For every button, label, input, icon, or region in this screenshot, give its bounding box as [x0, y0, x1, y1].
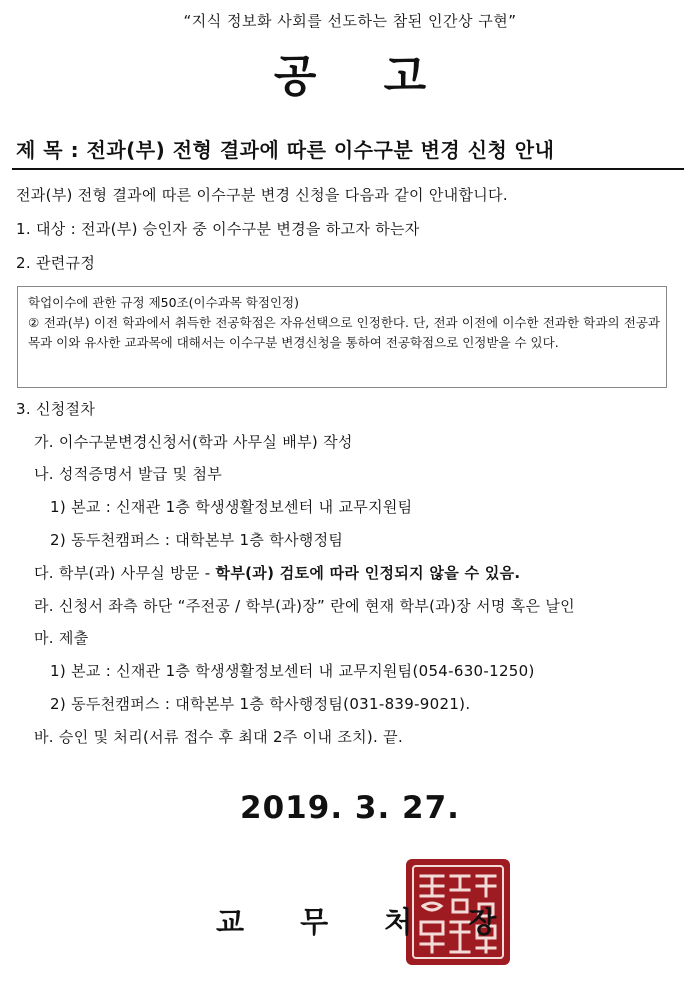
step-ma-2: 2) 동두천캠퍼스 : 대학본부 1층 학사행정팀(031-839-9021). — [50, 695, 471, 713]
slogan: “지식 정보화 사회를 선도하는 참된 인간상 구현” — [183, 12, 517, 30]
step-ra: 라. 신청서 좌측 하단 “주전공 / 학부(과)장” 란에 현재 학부(과)장 서명 혹은 날인 — [34, 597, 575, 615]
step-da — [34, 562, 520, 583]
step-na: 나. 성적증명서 발급 및 첨부 — [34, 465, 223, 483]
step-na-2: 2) 동두천캠퍼스 : 대학본부 1층 학사행정팀 — [50, 531, 344, 549]
step-da-warning: 학부(과) 검토에 따라 인정되지 않을 수 있음. — [215, 564, 521, 582]
step-ma: 마. 제출 — [34, 629, 89, 647]
step-ma-1: 1) 본교 : 신재관 1층 학생생활정보센터 내 교무지원팀(054-630-1250) — [50, 662, 535, 680]
item-target: 1. 대상 : 전과(부) 승인자 중 이수구분 변경을 하고자 하는자 — [16, 220, 420, 238]
notice-heading: 공 고 — [273, 51, 427, 102]
regulation-title: 학업이수에 관한 규정 제50조(이수과목 학점인정) — [28, 295, 299, 310]
subject-underline — [12, 168, 684, 170]
notice-subject: 제 목 : 전과(부) 전형 결과에 따른 이수구분 변경 신청 안내 — [16, 138, 555, 162]
step-ga: 가. 이수구분변경신청서(학과 사무실 배부) 작성 — [34, 433, 353, 451]
regulation-box — [17, 286, 667, 388]
step-ba: 바. 승인 및 처리(서류 접수 후 최대 2주 이내 조치). 끝. — [34, 728, 404, 746]
step-da-prefix: 다. 학부(과) 사무실 방문 - — [34, 564, 216, 582]
item-regulation-heading: 2. 관련규정 — [16, 254, 96, 272]
regulation-text: ② 전과(부) 이전 학과에서 취득한 전공학점은 자유선택으로 인정한다. 단, 전과 이전에 이수한 전과한 학과의 전공과목과 이와 유사한 교과목에 대해서는 이수구분 변경신청을 통하여 전공학점으로 인정받을 수 있다. — [28, 315, 660, 350]
issuer-name: 교 무 처 장 — [216, 905, 497, 939]
notice-date: 2019. 3. 27. — [240, 790, 460, 826]
item-procedure-heading: 3. 신청절차 — [16, 400, 96, 418]
intro-text: 전과(부) 전형 결과에 따른 이수구분 변경 신청을 다음과 같이 안내합니다. — [16, 186, 508, 204]
step-na-1: 1) 본교 : 신재관 1층 학생생활정보센터 내 교무지원팀 — [50, 498, 413, 516]
